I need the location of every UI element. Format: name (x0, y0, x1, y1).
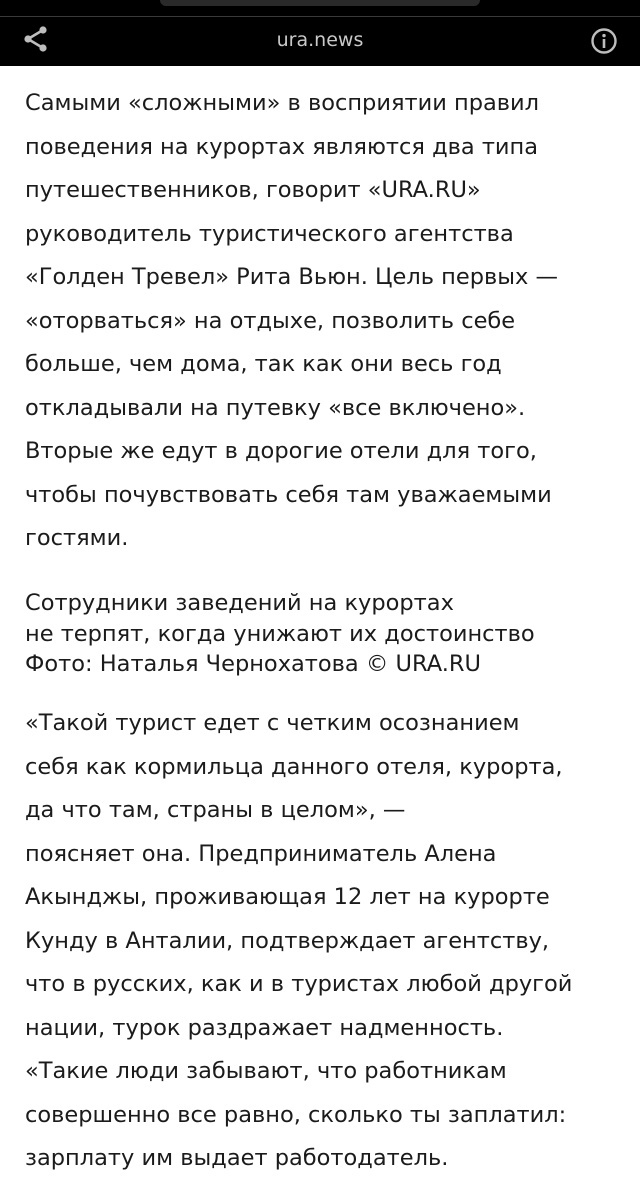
paragraph-line: зарплату им выдает работодатель. (25, 1145, 449, 1171)
article-paragraph (25, 82, 558, 561)
paragraph-line: нации, турок раздражает надменность. (25, 1014, 504, 1041)
paragraph-line: поведения на курортах являются два типа (25, 133, 539, 160)
paragraph-line: Вторые же едут в дорогие отели для того, (25, 438, 537, 464)
paragraph-line: себя как кормильца данного отеля, курорта, (25, 753, 563, 780)
paragraph-line: «Такой турист едет с четким осознанием (25, 710, 520, 736)
paragraph-line: чтобы почувствовать себя там уважаемыми (25, 481, 552, 508)
paragraph-line: откладывали на путевку «все включено». (25, 394, 526, 421)
paragraph-line: «Такие люди забывают, что работникам (25, 1058, 507, 1084)
paragraph-line: поясняет она. Предприниматель Алена (25, 840, 497, 867)
paragraph-line: Акынджы, проживающая 12 лет на курорте (25, 884, 550, 910)
article-paragraph (25, 702, 572, 1181)
toolbar-divider (0, 16, 640, 17)
address-bar-edge[interactable] (160, 0, 480, 6)
paragraph-line: да что там, страны в целом», — (25, 797, 406, 823)
caption-line: Сотрудники заведений на курортах (25, 590, 454, 616)
paragraph-line: гостями. (25, 525, 129, 551)
photo-caption (25, 588, 535, 680)
browser-toolbar (0, 0, 640, 66)
photo-credit: Фото: Наталья Чернохатова © URA.RU (25, 651, 481, 677)
paragraph-line: Кунду в Анталии, подтверждает агентству, (25, 927, 550, 954)
paragraph-line: больше, чем дома, так как они весь год (25, 351, 502, 377)
paragraph-line: Самыми «сложными» в восприятии правил (25, 90, 540, 116)
paragraph-line: совершенно все равно, сколько ты заплатил: (25, 1101, 567, 1128)
caption-line: не терпят, когда унижают их достоинство (25, 620, 535, 647)
site-domain: ura.news (276, 29, 364, 51)
paragraph-line: «оторваться» на отдыхе, позволить себе (25, 307, 516, 334)
info-icon[interactable] (590, 27, 618, 55)
paragraph-line: что в русских, как и в туристах любой другой (25, 971, 573, 997)
paragraph-line: «Голден Тревел» Рита Вьюн. Цель первых — (25, 264, 558, 290)
paragraph-line: руководитель туристического агентства (25, 220, 514, 247)
paragraph-line: путешественников, говорит «URA.RU» (25, 177, 481, 203)
